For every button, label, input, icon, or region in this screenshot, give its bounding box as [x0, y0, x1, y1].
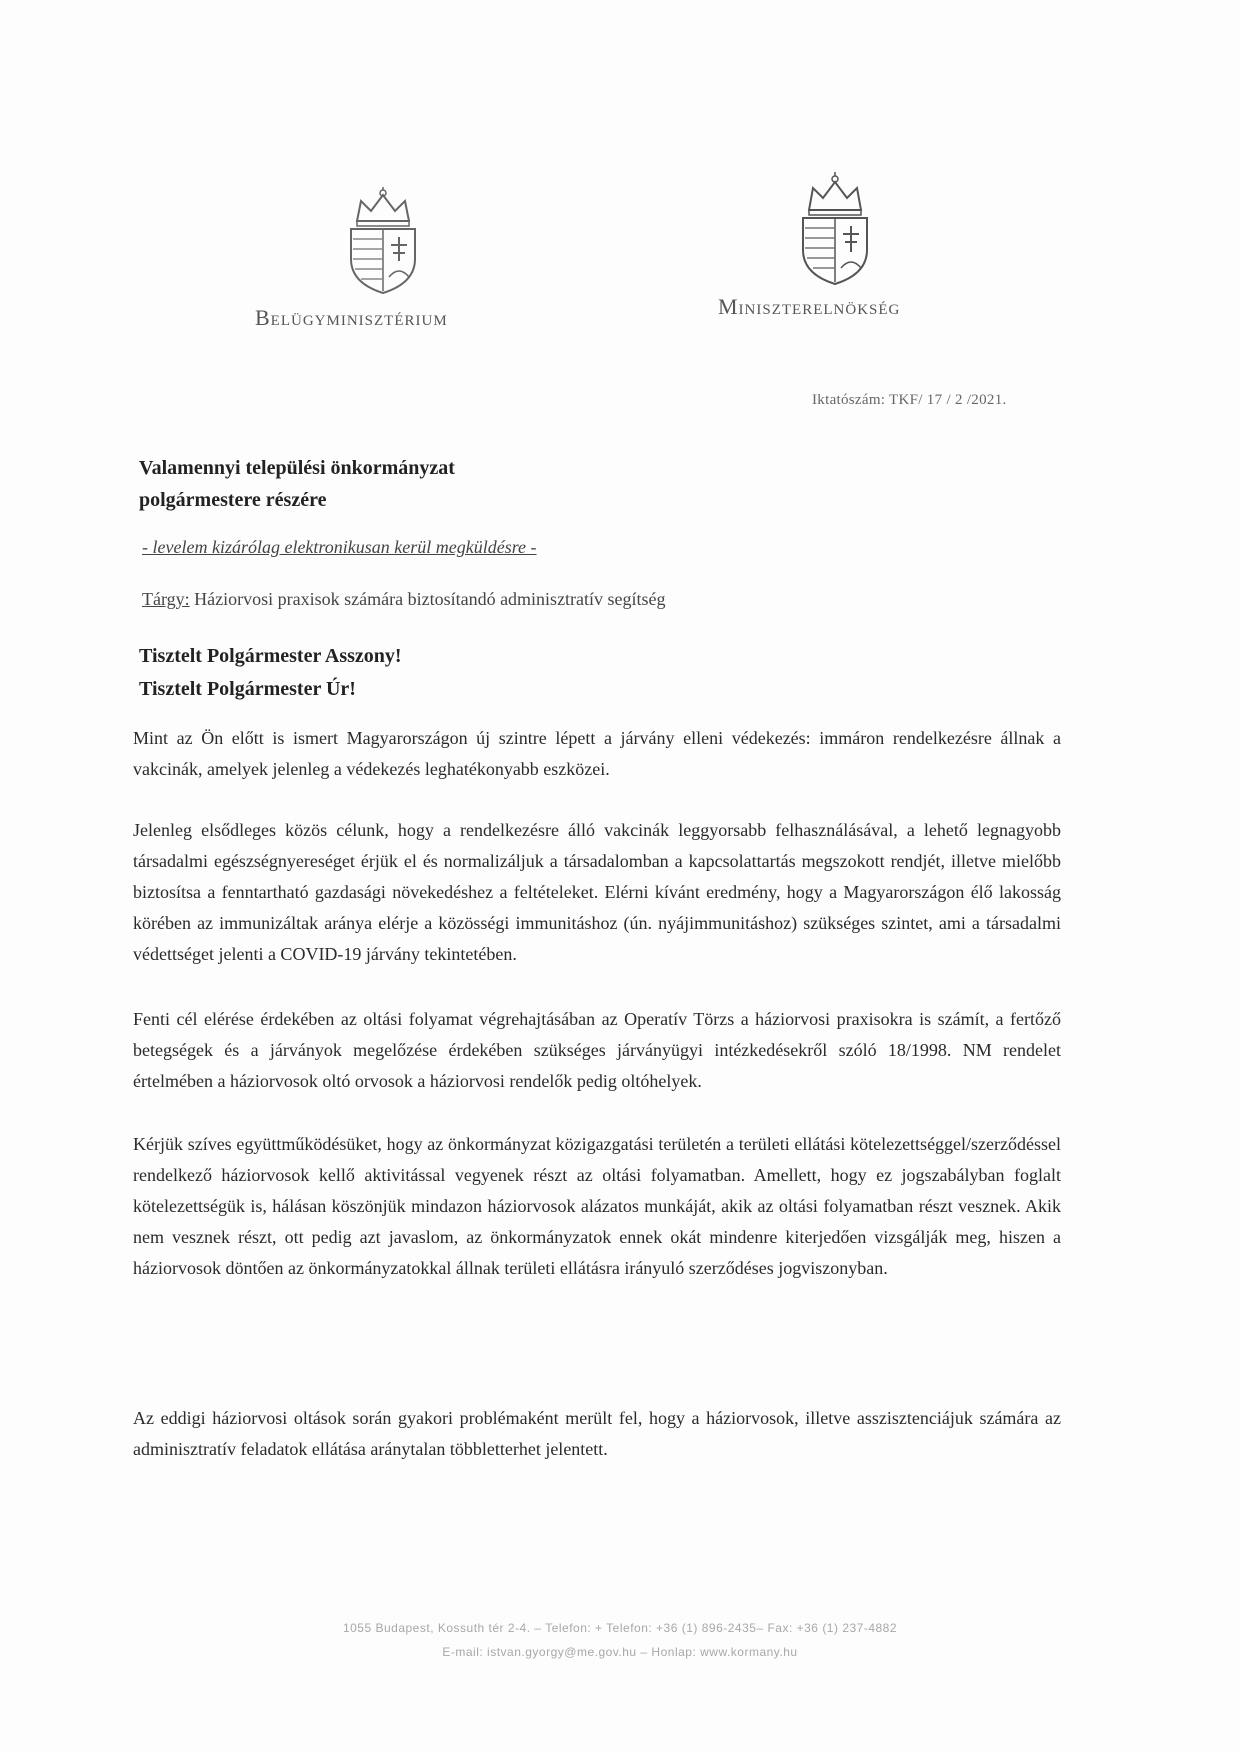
- body-paragraph-3: Fenti cél elérése érdekében az oltási folyamat végrehajtásában az Operatív Törzs a háziorvosi praxisokra is számít, a fertőző betegségek és a járványok megelőzése érdekében szükséges járványügyi intézkedésekről szóló 18/1998. NM rendelet értelmében a háziorvosok oltó orvosok a háziorvosi rendelők pedig oltóhelyek.: [133, 1009, 1061, 1091]
- footer-contact: E-mail: istvan.gyorgy@me.gov.hu – Honlap: www.kormany.hu: [442, 1645, 798, 1659]
- hungarian-coat-of-arms-icon: [795, 172, 875, 286]
- addressee-line-2: polgármestere részére: [139, 489, 327, 511]
- addressee-line-1: Valamennyi települési önkormányzat: [139, 457, 455, 479]
- body-paragraph-1: Mint az Ön előtt is ismert Magyarországon új szintre lépett a járvány elleni védekezés: immáron rendelkezésre állnak a vakcinák, amelyek jelenleg a védekezés leghatékonyabb eszközei.: [133, 728, 1061, 779]
- salutation-line-2: Tisztelt Polgármester Úr!: [139, 678, 356, 700]
- body-paragraph-2: Jelenleg elsődleges közös célunk, hogy a rendelkezésre álló vakcinák leggyorsabb felhasználásával, a lehető legnagyobb társadalmi egészségnyereséget érjük el és normalizáljuk a társadalomban a kapcsolattartás megszokott rendjét, illetve mielőbb biztosítsa a fenntartható gazdasági növekedéshez a feltételeket. Elérni kívánt eredmény, hogy a Magyarországon élő lakosság körében az immunizáltak aránya elérje a közösségi immunitáshoz (ún. nyájimmunitáshoz) szükséges szintet, ami a társadalmi védettséget jelenti a COVID-19 járvány tekintetében.: [133, 820, 1061, 964]
- reference-number: Iktatószám: TKF/ 17 / 2 /2021.: [812, 392, 1007, 408]
- addressee: [139, 452, 455, 516]
- body-paragraph-4: Kérjük szíves együttműködésüket, hogy az önkormányzat közigazgatási területén a területi ellátási kötelezettséggel/szerződéssel rendelkező háziorvosok kellő aktivitással vegyenek részt az oltási folyamatban. Amellett, hogy ez jogszabályban foglalt kötelezettségük is, hálásan köszönjük mindazon háziorvosok alázatos munkáját, akik az oltási folyamatban részt vesznek. Akik nem vesznek részt, ott pedig azt javaslom, az önkormányzatok ennek okát mindenre kiterjedően vizsgálják meg, hiszen a háziorvosok döntően az önkormányzatokkal állnak területi ellátásra irányuló szerződéses jogviszonyban.: [133, 1134, 1061, 1278]
- hungarian-coat-of-arms-icon: [343, 187, 423, 295]
- subject-text: Háziorvosi praxisok számára biztosítandó adminisztratív segítség: [189, 589, 666, 609]
- salutation-line-1: Tisztelt Polgármester Asszony!: [139, 645, 402, 667]
- left-ministry-name: Belügyminisztérium: [255, 305, 448, 330]
- footer-address: 1055 Budapest, Kossuth tér 2-4. – Telefon: + Telefon: +36 (1) 896-2435– Fax: +36 (1) 237-4882: [342, 1621, 898, 1635]
- salutation: [139, 640, 402, 706]
- subject-line: [142, 589, 666, 610]
- delivery-note: - levelem kizárólag elektronikusan kerül megküldésre -: [142, 537, 537, 557]
- body-paragraph-5: Az eddigi háziorvosi oltások során gyakori problémaként merült fel, hogy a háziorvosok, illetve asszisztenciájuk számára az adminisztratív feladatok ellátása aránytalan többletterhet jelentett.: [133, 1408, 1061, 1459]
- right-ministry-name: Miniszterelnökség: [718, 294, 901, 319]
- subject-label: Tárgy:: [142, 589, 190, 609]
